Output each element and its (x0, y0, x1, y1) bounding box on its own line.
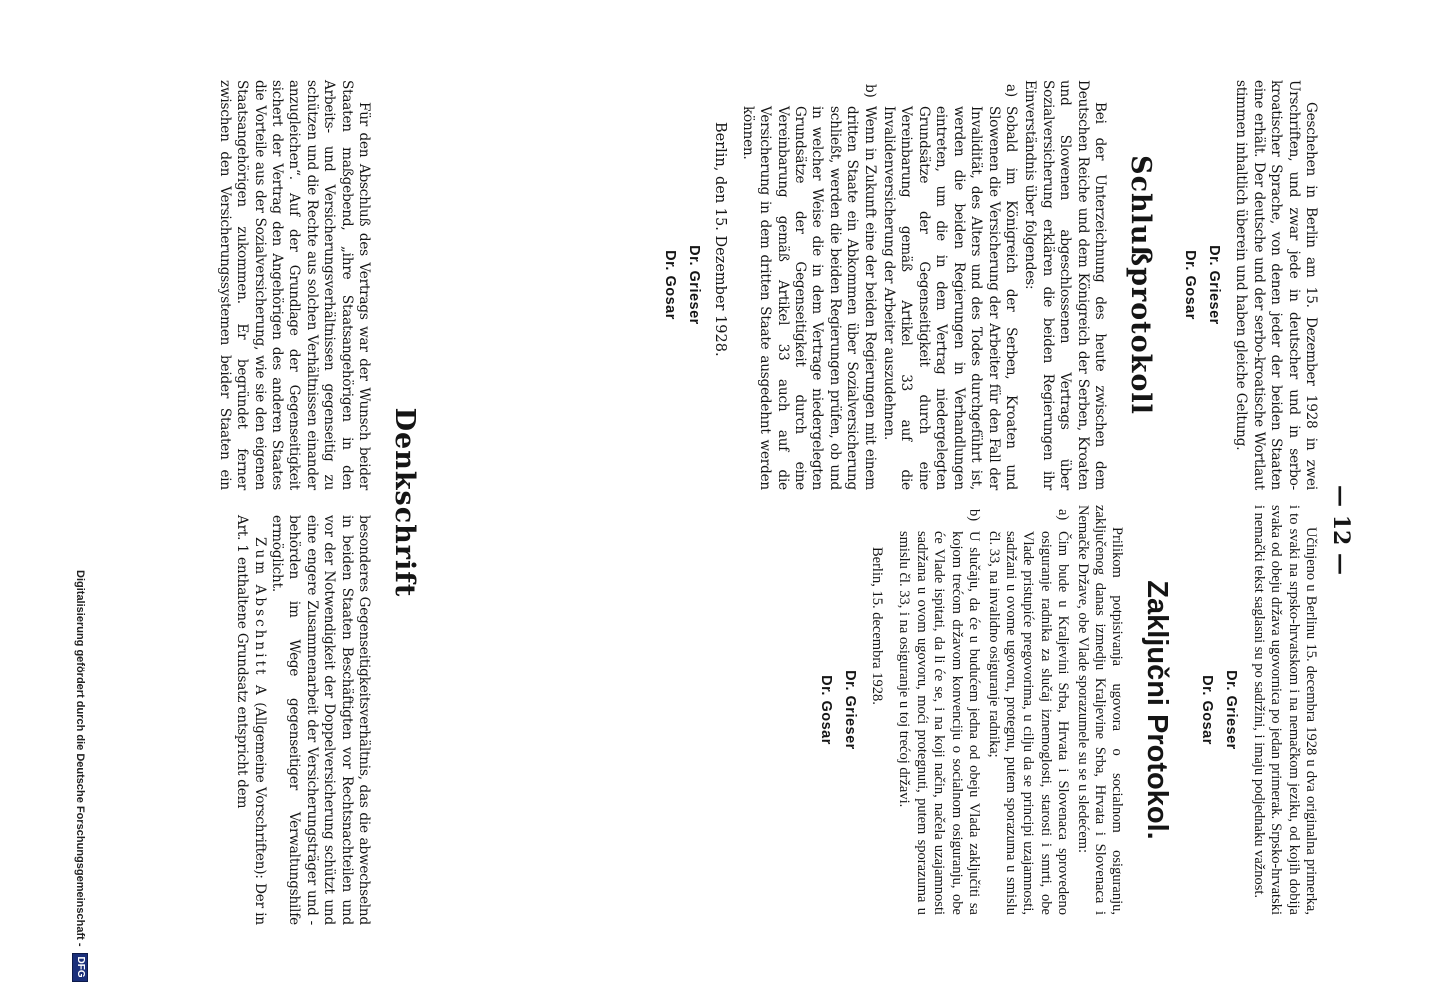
signature-gosar: Dr. Gosar (662, 250, 679, 320)
german-item-b (738, 80, 877, 490)
denkschrift-paragraph-2 (233, 515, 268, 925)
german-intro: Bei der Unterzeichnung des heute zwischen dem Deutschen Reiche und dem Königreich der Serben, Kroaten und Slowenen abgeschlossenen Vertrags über Sozialversicherung erklären die beiden Regierungen ihr Einverständnis über folgendes: (1022, 80, 1108, 490)
sr-heading-zakljucni-protokol: Zaključni Protokol. (1141, 580, 1174, 840)
signature-gosar: Dr. Gosar (818, 675, 835, 745)
german-closing-paragraph: Geschehen in Berlin am 15. Dezember 1928 in zwei Urschriften, und zwar jede in deutscher und in serbo-kroatischer Sprache, von denen jeder der beiden Staaten eine erhält. Der deutsche und der serbo-kroatische Wortlaut stimmen inhaltlich überein und haben gleiche Geltung. (1233, 80, 1319, 490)
section-a-rest: (Allgemeine Vorschriften): Der in Art. 1 enthaltene Grundsatz entspricht dem (234, 515, 268, 925)
signature-grieser: Dr. Grieser (1205, 245, 1222, 325)
german-signatures-2 (658, 80, 706, 490)
dfg-logo: DFG (72, 953, 88, 982)
item-text: Sobald im Königreich der Serben, Kroaten und Slowenen die Versicherung der Arbeiter für den Fall der Invalidität, des Alters und des Todes durchgeführt ist, werden die beiden Regierungen in Verhandlungen eintreten, um die in dem Vertrag niedergelegten Grundsätze der Gegenseitigkeit durch eine Vereinbarung gemäß Artikel 33 auf die Invalidenversicherung der Arbeiter auszudehnen. (881, 106, 1019, 490)
section-a-lead: Zum Abschnitt A (251, 537, 268, 698)
item-text: Čim bude u Kraljevini Srba, Hrvata i Slovenaca sprovedeno osiguranje radnika za slučaj iznemoglosti, starosti i smrti, obe Vlade pristupiće pregovorima, u cilju da se principi uzajamnosti, sadržani u ovome ugovoru, protegnu, putem sporazuma u smislu čl. 33, na invalidno osiguranje radnika; (985, 531, 1072, 915)
denkschrift-section (215, 80, 422, 925)
sr-intro: Prilikom potpisivanja ugovora o socialnom osiguranju, zaključenog danas izmedju Kraljevine Srba, Hrvata i Slovenaca i Nemačke Države, obe Vlade sporazumele su se u sledećem: (1074, 505, 1126, 915)
digitization-note: Digitalisierung gefördert durch die Deutsche Forschungsgemeinschaft - (74, 570, 86, 947)
denkschrift-columns (215, 80, 372, 925)
item-label: b) (966, 509, 983, 522)
sr-item-a (984, 505, 1071, 915)
signature-grieser: Dr. Grieser (686, 245, 703, 325)
sr-closing-paragraph: Učinjeno u Berlinu 15. decembra 1928 u dva originalna primerka, i to svaki na srpsko-hrvatskom i na nemačkom jeziku, od kojih dobija svaka od obeju država ugovornica po jedan primerak. Srpsko-hrvatski i nemački tekst saglasni su po sadržini, i imaju podjednaku važnost. (1250, 505, 1319, 915)
sr-item-b (895, 505, 982, 915)
signature-grieser: Dr. Grieser (842, 670, 859, 750)
item-label: b) (861, 84, 878, 98)
german-heading-denkschrift: Denkschrift (389, 407, 420, 598)
signature-gosar: Dr. Gosar (1181, 250, 1198, 320)
signature-gosar: Dr. Gosar (1199, 675, 1216, 745)
denkschrift-paragraph-1: Für den Abschluß des Vertrags war der Wunsch beider Staaten maßgebend, „ihre Staatsangehörigen in den Arbeits- und Versicherungsverhältnissen gegenseitig zu schützen und die Rechte aus solchen Verhältnissen einander anzugleichen“. Auf der Grundlage der Gegenseitigkeit sichert der Vertrag den Angehörigen des anderen Staates die Vorteile aus der Sozialversicherung, wie sie den eigenen Staatsangehörigen zukommen. Er begründet ferner zwischen den Versicherungssystemen beider Staaten ein besonderes Gegenseitigkeitsverhältnis, das die abwechselnd in beiden Staaten Beschäftigten vor Rechtsnachteilen und vor der Notwendigkeit der Doppelversicherung schützt und eine engere Zusammenarbeit der Versicherungsträger und -behörden im Wege gegenseitiger Verwaltungshilfe ermöglicht. (216, 80, 372, 925)
signature-grieser: Dr. Grieser (1223, 670, 1240, 750)
item-label: a) (1055, 509, 1072, 521)
item-text: U slučaju, da će u budućem jedna od obeju Vlada zaključiti sa kojom trećom državom konvenciju o socialnom osiguranju, obe će Vlade ispitati, da li će se, i na koji način, načela uzajamnosti sadržana u ovom ugovoru, moći protegnuti, putem sporazuma u smislu čl. 33, i na osiguranje u toj trećoj državi. (896, 531, 983, 915)
serbo-croatian-column (814, 505, 1319, 915)
sr-signatures-1 (1195, 505, 1243, 915)
german-signatures-1 (1178, 80, 1226, 490)
item-text: Wenn in Zukunft eine der beiden Regierungen mit einem dritten Staate ein Abkommen über Sozialversicherung schließt, werden die beiden Regierungen prüfen, ob und in welcher Weise die in dem Vertrage niedergelegten Grundsätze der Gegenseitigkeit durch eine Vereinbarung gemäß Artikel 33 auch auf die Versicherung in dem dritten Staate ausgedehnt werden können. (739, 106, 878, 490)
german-date-line: Berlin, den 15. Dezember 1928. (712, 122, 729, 357)
german-heading-schlussprotokoll: Schlußprotokoll (1124, 155, 1156, 415)
german-item-a (880, 80, 1019, 490)
german-column (658, 80, 1319, 490)
sr-date-line: Berlin, 15. decembra 1928. (869, 547, 886, 705)
digitization-footer (70, 570, 90, 978)
sr-signatures-2 (814, 505, 862, 915)
page-number: — 12 — (1328, 485, 1354, 575)
item-label: a) (1002, 84, 1019, 98)
